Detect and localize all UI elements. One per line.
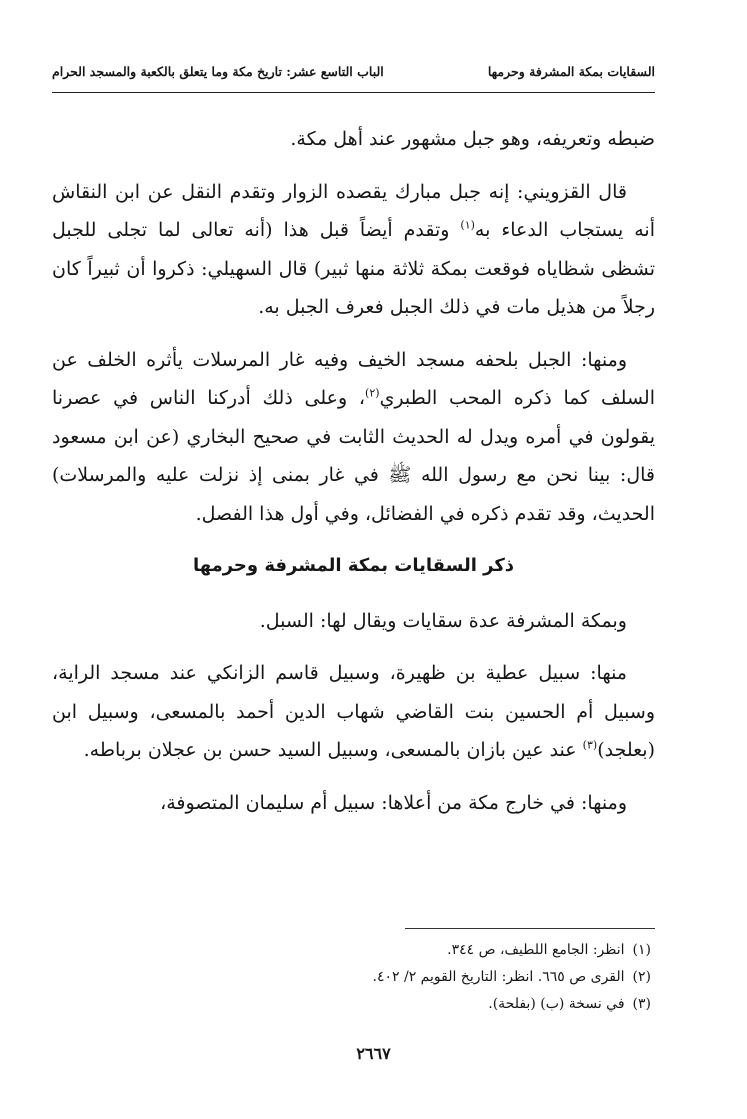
footnote-text: في نسخة (ب) (بفلحة).: [488, 996, 625, 1012]
footnote-ref: (١): [460, 218, 475, 232]
footnote-rule: [405, 928, 655, 929]
footnote: [52, 964, 651, 991]
footnote-text: انظر: الجامع اللطيف، ص ٣٤٤.: [447, 942, 625, 958]
footnotes: [52, 937, 651, 1018]
footnote-ref: (٣): [582, 738, 598, 752]
paragraph: وبمكة المشرفة عدة سقايات ويقال لها: السبل.: [259, 609, 627, 632]
header-chapter-title: الباب التاسع عشر: تاريخ مكة وما يتعلق بالكعبة والمسجد الحرام: [52, 63, 384, 79]
footnote-text: القرى ص ٦٦٥. انظر: التاريخ القويم ٢/ ٤٠٢.: [372, 969, 625, 985]
section-heading: ذكر السقايات بمكة المشرفة وحرمها: [192, 555, 515, 576]
footnote-number: (١): [632, 942, 651, 958]
paragraph: ومنها: في خارج مكة من أعلاها: سبيل أم سليمان المتصوفة،: [160, 791, 627, 814]
footnote-number: (٣): [632, 996, 651, 1012]
paragraph: قال القزويني: إنه جبل مبارك يقصده الزوار وتقدم النقل عن ابن النقاش أنه يستجاب الدعاء به$^{(١)}$ وتقدم أيضاً قبل هذا (أنه تعالى لما تجلى للجبل تشظى شظاياه فوقعت بمكة ثلاثة منها ثبير) قال السهيلي: ذكروا أن ثبيراً كان رجلاً من هذيل مات في ذلك الجبل فعرف الجبل به.: [52, 180, 655, 318]
paragraph: ضبطه وتعريفه، وهو جبل مشهور عند أهل مكة.: [290, 128, 655, 150]
running-header: [52, 58, 655, 84]
main-text: [52, 120, 655, 836]
footnote: [52, 937, 651, 964]
footnote: [52, 991, 651, 1018]
paragraph: منها: سبيل عطية بن ظهيرة، وسبيل قاسم الزانكي عند مسجد الراية، وسبيل أم الحسين بنت القاضي شهاب الدين أحمد بالمسعى، وسبيل ابن (بعلجد)$^{(٣)}$ عند عين بازان بالمسعى، وسبيل السيد حسن بن عجلان برباطه.: [52, 662, 655, 761]
paragraph: ومنها: الجبل بلحفه مسجد الخيف وفيه غار المرسلات يأثره الخلف عن السلف كما ذكره المحب الطبري$^{(٢)}$، وعلى ذلك أدركنا الناس في عصرنا يقولون في أمره ويدل له الحديث الثابت في صحيح البخاري (عن ابن مسعود قال: بينا نحن مع رسول الله ﷺ في غار بمنى إذ نزلت عليه والمرسلات) الحديث، وقد تقدم ذكره في الفضائل، وفي أول هذا الفصل.: [52, 348, 655, 525]
page-number: ٢٦٦٧: [356, 1044, 391, 1063]
footnote-number: (٢): [632, 969, 651, 985]
footnote-ref: (٢): [365, 386, 380, 400]
header-section-title: السقايات بمكة المشرفة وحرمها: [487, 63, 655, 79]
header-rule: [52, 92, 655, 93]
